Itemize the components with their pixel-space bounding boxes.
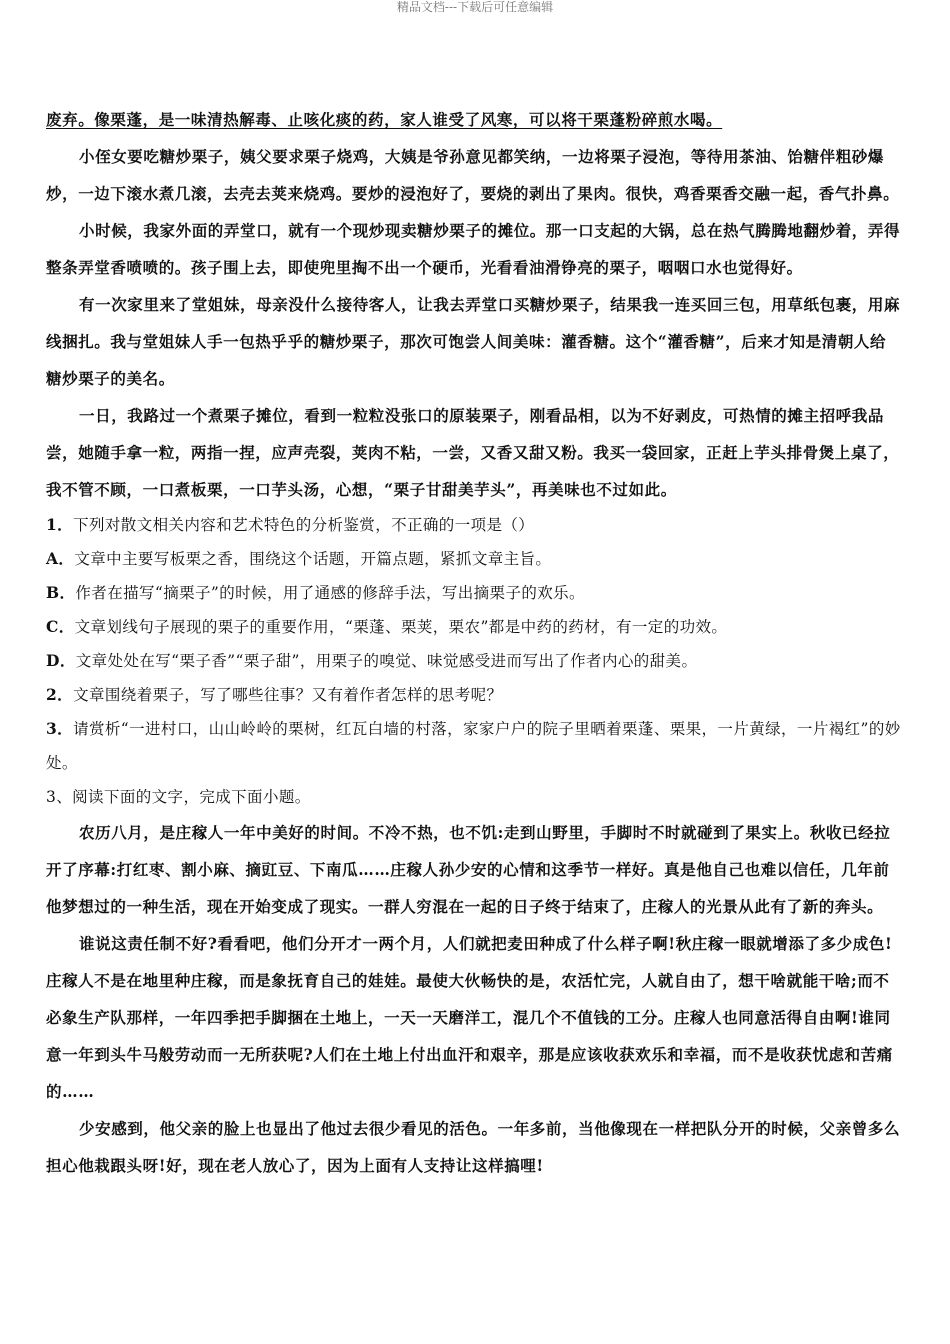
question-number: 1． [46, 515, 74, 534]
passage2-paragraph: 谁说这责任制不好?看看吧，他们分开才一两个月，人们就把麦田种成了什么样子啊!秋庄稼一眼就增添了多少成色!庄稼人不是在地里种庄稼，而是象抚育自己的娃娃。最使大伙畅快的是，农活忙完，人就自由了，想干啥就能干啥;而不必象生产队那样，一年四季把手脚捆在土地上，一天一天磨洋工，混几个不值钱的工分。庄稼人也同意活得自由啊!谁同意一年到头牛马般劳动而一无所获呢?人们在土地上付出血汗和艰辛，那是应该收获欢乐和幸福，而不是收获忧虑和苦痛的…… [46, 934, 893, 1101]
passage2-paragraph: 少安感到，他父亲的脸上也显出了他过去很少看见的活色。一年多前，当他像现在一样把队分开的时候，父亲曾多么担心他栽跟头呀!好，现在老人放心了，因为上面有人支持让这样搞哩! [46, 1119, 901, 1175]
option-c [46, 610, 902, 644]
section-3-title: 3、阅读下面的文字，完成下面小题。 [46, 788, 311, 806]
question-number: 3． [46, 719, 74, 738]
option-label: D． [46, 651, 76, 670]
question-2 [46, 678, 902, 712]
option-text: 文章划线句子展现的栗子的重要作用，“栗蓬、栗荚，栗农”都是中药的药材，有一定的功效。 [74, 618, 728, 636]
option-label: A． [46, 549, 75, 568]
question-text: 文章围绕着栗子，写了哪些往事？又有着作者怎样的思考呢？ [73, 686, 503, 704]
option-b [46, 576, 902, 610]
passage1-paragraph: 小时候，我家外面的弄堂口，就有一个现炒现卖糖炒栗子的摊位。那一口支起的大锅，总在热气腾腾地翻炒着，弄得整条弄堂香喷喷的。孩子围上去，即使兜里掏不出一个硬币，光看看油滑铮亮的栗子，咽咽口水也觉得好。 [46, 221, 901, 277]
question-1 [46, 508, 902, 542]
option-a [46, 542, 902, 576]
option-text: 文章处处在写“栗子香”“栗子甜”，用栗子的嗅觉、味觉感受进而写出了作者内心的甜美。 [75, 652, 698, 670]
passage1-paragraph-underlined: 废弃。像栗蓬，是一味清热解毒、止咳化痰的药，家人谁受了风寒，可以将干栗蓬粉碎煎水喝。 [46, 110, 723, 129]
passage1-paragraph: 有一次家里来了堂姐妹，母亲没什么接待客人，让我去弄堂口买糖炒栗子，结果我一连买回三包，用草纸包裹，用麻线捆扎。我与堂姐妹人手一包热乎乎的糖炒栗子，那次可饱尝人间美味：灌香糖。这个“灌香糖”，后来才知是清朝人给糖炒栗子的美名。 [46, 295, 901, 388]
passage2-paragraph: 农历八月，是庄稼人一年中美好的时间。不冷不热，也不饥:走到山野里，手脚时不时就碰到了果实上。秋收已经拉开了序幕:打红枣、割小麻、摘豇豆、下南瓜……庄稼人孙少安的心情和这季节一样好。真是他自己也难以信任，几年前他梦想过的一种生活，现在开始变成了现实。一群人穷混在一起的日子终于结束了，庄稼人的光景从此有了新的奔头。 [46, 823, 891, 916]
question-number: 2． [46, 685, 74, 704]
option-text: 文章中主要写板栗之香，围绕这个话题，开篇点题，紧抓文章主旨。 [74, 550, 552, 568]
question-text: 下列对散文相关内容和艺术特色的分析鉴赏，不正确的一项是（） [73, 516, 535, 534]
option-label: B． [46, 583, 76, 602]
option-label: C． [46, 617, 75, 636]
document-body [46, 101, 902, 1184]
option-d [46, 644, 902, 678]
passage1-paragraph: 一日，我路过一个煮栗子摊位，看到一粒粒没张口的原装栗子，刚看品相，以为不好剥皮，可热情的摊主招呼我品尝，她随手拿一粒，两指一捏，应声壳裂，荚肉不粘，一尝，又香又甜又粉。我买一袋回家，正赶上芋头排骨煲上桌了，我不管不顾，一口煮板栗，一口芋头汤，心想，“栗子甘甜美芋头”，再美味也不过如此。 [46, 406, 900, 499]
page-header: 精品文档---下载后可任意编辑 [396, 0, 554, 14]
option-text: 作者在描写“摘栗子”的时候，用了通感的修辞手法，写出摘栗子的欢乐。 [75, 584, 585, 602]
question-text: 请赏析“一进村口，山山岭岭的栗树，红瓦白墙的村落，家家户户的院子里晒着栗蓬、栗果，一片黄绿，一片褐红”的妙处。 [46, 720, 901, 772]
passage1-paragraph: 小侄女要吃糖炒栗子，姨父要求栗子烧鸡，大姨是爷孙意见都笑纳，一边将栗子浸泡，等待用茶油、饴糖伴粗砂爆炒，一边下滚水煮几滚，去壳去荚来烧鸡。要炒的浸泡好了，要烧的剥出了果肉。很快，鸡香栗香交融一起，香气扑鼻。 [46, 147, 900, 203]
question-3 [46, 712, 902, 780]
